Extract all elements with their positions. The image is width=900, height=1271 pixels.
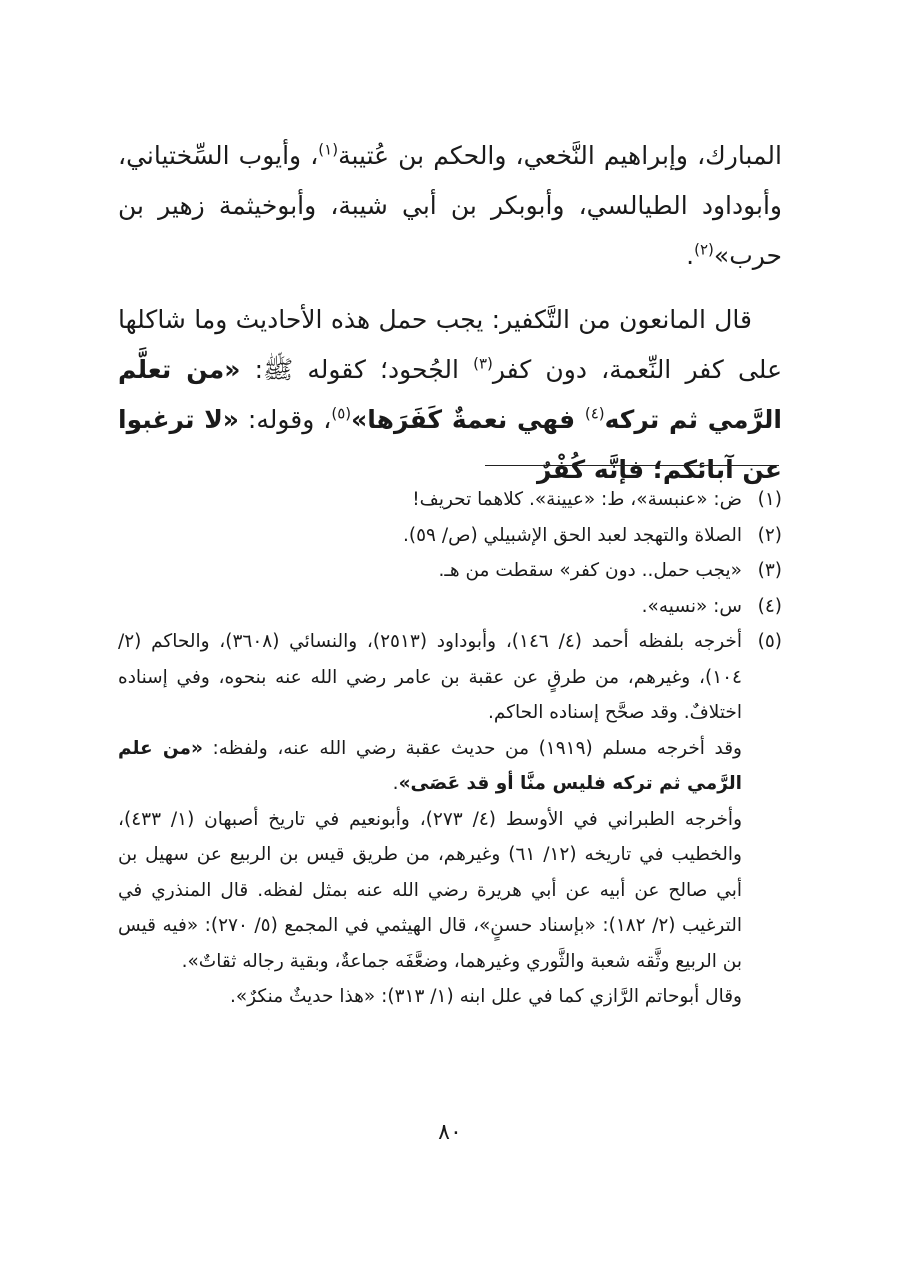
footnote-3 — [118, 553, 782, 589]
footnote-text: الصلاة والتهجد لعبد الحق الإشبيلي (ص/ ٥٩). — [402, 524, 742, 546]
para1-text-2: ، وأيوب السِّختياني، وأبوداود الطيالسي، وأبوبكر بن أبي شيبة، وأبوخيثمة زهير بن حرب» — [118, 141, 782, 270]
footnote-number: (٢) — [757, 524, 782, 546]
para2-text-1: قال المانعون من التَّكفير: يجب حمل هذه الأحاديث وما شاكلها على كفر النِّعمة، دون كفر — [118, 305, 783, 384]
para2-text-2: الجُحود؛ كقوله ﷺ: — [240, 355, 474, 384]
hadith-quote-1a: «من تعلَّم الرَّمي ثم تركه — [118, 355, 782, 434]
footnote-ref-1[interactable]: (١) — [318, 140, 339, 159]
footnote-text: «يجب حمل.. دون كفر» سقطت من هـ. — [438, 560, 742, 581]
footnote-number: (١) — [757, 489, 782, 510]
footnote-number: (٥) — [757, 631, 782, 652]
footnote-number: (٣) — [757, 560, 782, 581]
footnote-ref-2[interactable]: (٢) — [694, 240, 714, 259]
hadith-quote-1b: فهي نعمةٌ كَفَرَها» — [351, 405, 585, 434]
footnote-4 — [118, 589, 782, 625]
footnote-5 — [118, 624, 782, 1015]
footnote-number: (٤) — [757, 595, 782, 617]
footnote-5-para-3: وأخرجه الطبراني في الأوسط (٤/ ٢٧٣)، وأبونعيم في تاريخ أصبهان (١/ ٤٣٣)، والخطيب في تاريخه (١٢/ ٦١) وغيرهم، من طريق قيس بن الربيع عن سهيل بن أبي صالح عن أبيه عن أبي هريرة رضي الله عنه بمثل لفظه. قال المنذري في الترغيب (٢/ ١٨٢): «بإسناد حسنٍ»، قال الهيثمي في المجمع (٥/ ٢٧٠): «فيه قيس بن الربيع وثَّقه شعبة والثَّوري وغيرهما، وضعَّفَه جماعةٌ، وبقية رجاله ثقاتٌ». — [118, 808, 742, 972]
footnote-ref-4[interactable]: (٤) — [584, 404, 605, 423]
footnote-2 — [118, 518, 782, 554]
footnote-ref-5[interactable]: (٥) — [331, 404, 352, 423]
para2-text-3: ، وقوله: — [238, 405, 332, 434]
footnote-text: س: «نسيه». — [641, 595, 742, 617]
footnote-5-hadith-quote: «من علم الرَّمي ثم تركه فليس منَّا أو قد عَصَى» — [118, 737, 742, 794]
page-number: ٨٠ — [438, 1120, 462, 1145]
footnote-5-para-2-text: وقد أخرجه مسلم (١٩١٩) من حديث عقبة رضي الله عنه، ولفظه: — [202, 737, 742, 759]
footnote-5-para-4: وقال أبوحاتم الرَّازي كما في علل ابنه (١/ ٣١٣): «هذا حديثٌ منكرٌ». — [229, 986, 742, 1007]
para1-text-1: المبارك، وإبراهيم النَّخعي، والحكم بن عُتيبة — [338, 141, 782, 170]
footnotes-section — [118, 482, 782, 1015]
footnote-text: ض: «عنبسة»، ط: «عيينة». كلاهما تحريف! — [412, 489, 742, 510]
footnote-5-para-1: أخرجه بلفظه أحمد (٤/ ١٤٦)، وأبوداود (٢٥١٣)، والنسائي (٣٦٠٨)، والحاكم (٢/ ١٠٤)، وغيرهم، من طرقٍ عن عقبة بن عامر رضي الله عنه بنحوه، وفي إسناده اختلافٌ. وقد صحَّح إسناده الحاكم. — [118, 631, 743, 723]
footnote-text — [118, 624, 742, 1015]
para1-text-3: . — [686, 241, 695, 270]
footnote-1 — [118, 482, 782, 518]
footnote-5-para-2-end: . — [392, 773, 399, 794]
footnote-ref-3[interactable]: (٣) — [473, 354, 493, 373]
hadith-quote-2: «لا ترغبوا عن آبائكم؛ فإنَّه كُفْرٌ — [118, 405, 782, 484]
main-paragraph-1 — [118, 131, 782, 281]
footnote-5-para-2 — [118, 731, 742, 802]
footnote-separator — [485, 465, 779, 466]
